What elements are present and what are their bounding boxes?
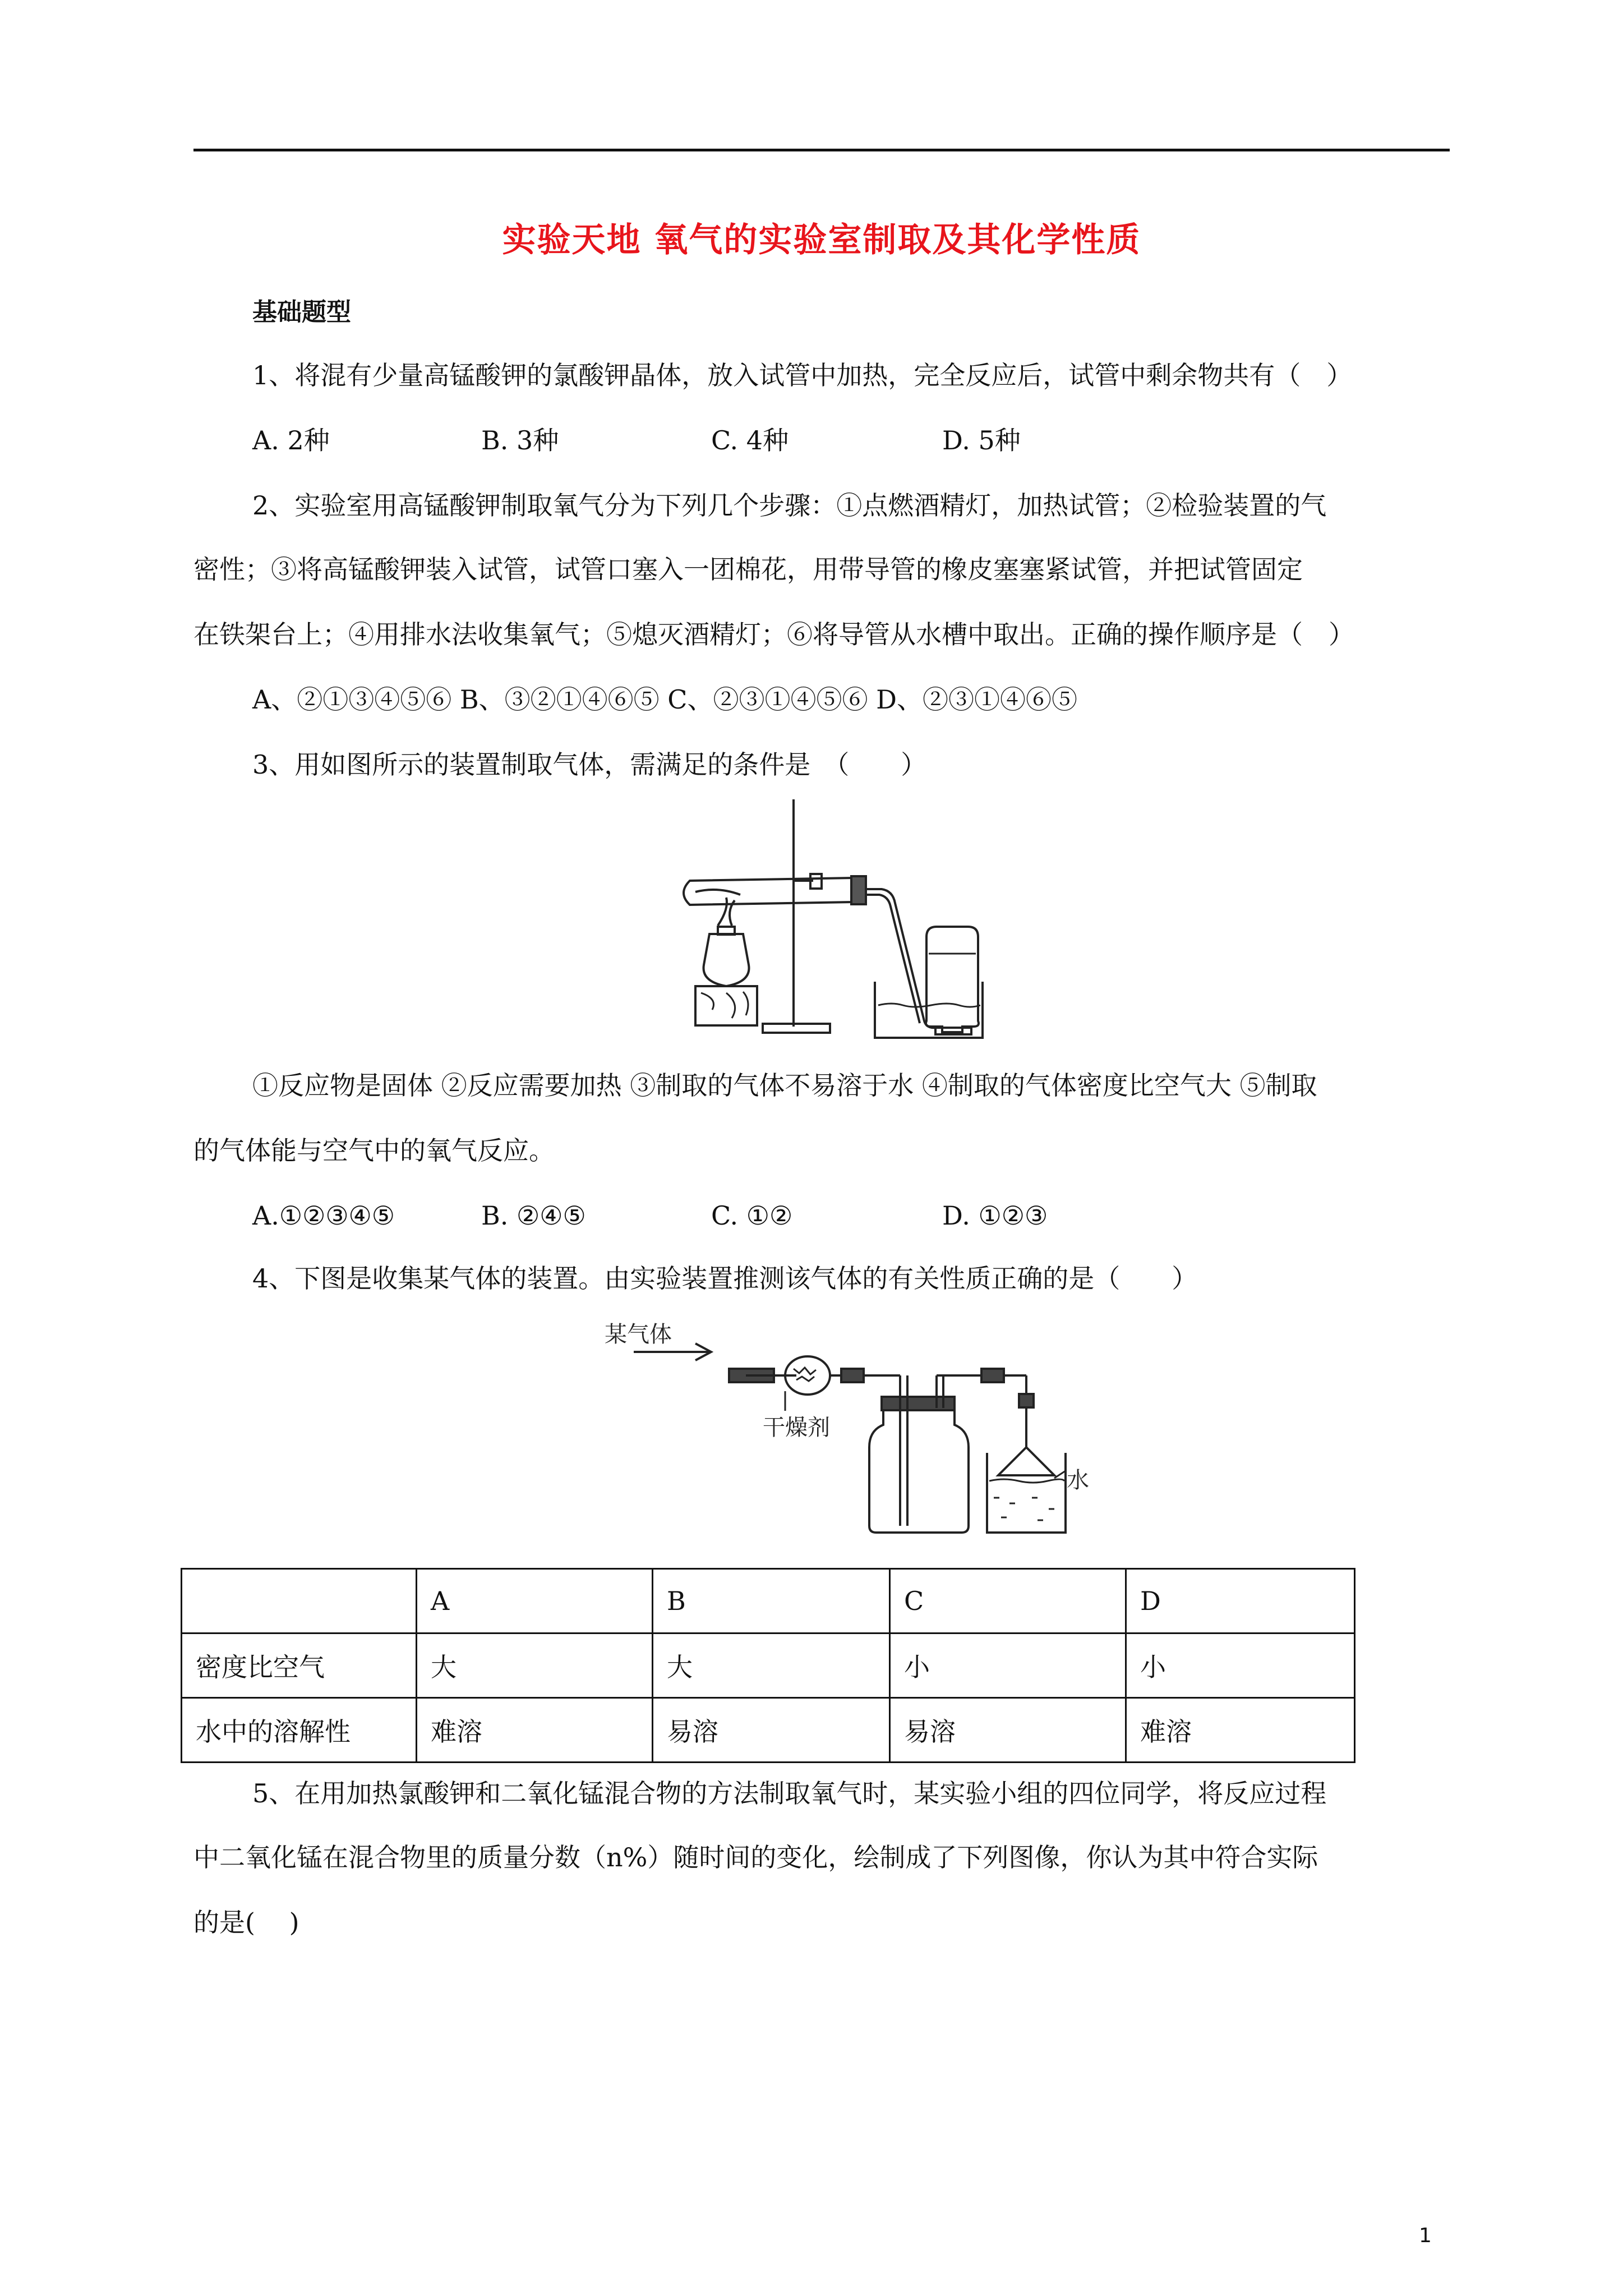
page-title: 实验天地 氧气的实验室制取及其化学性质 [502, 220, 1141, 260]
section-heading: 基础题型 [252, 298, 351, 326]
table-cell: 易溶 [653, 1698, 890, 1763]
table-cell: A [417, 1569, 653, 1634]
table-cell: 大 [653, 1634, 890, 1698]
table-cell: 小 [1126, 1634, 1355, 1698]
table-cell [182, 1569, 417, 1634]
header-rule [193, 149, 1450, 151]
option-a: A. 2种 [252, 425, 330, 455]
table-cell: C [890, 1569, 1126, 1634]
question-3-conditions-line-1: ①反应物是固体 ②反应需要加热 ③制取的气体不易溶于水 ④制取的气体密度比空气大 ⑤制取 [252, 1070, 1317, 1101]
question-3-conditions-line-2: 的气体能与空气中的氧气反应。 [193, 1135, 555, 1166]
answer-table [181, 1568, 1355, 1763]
question-2-options: A、②①③④⑤⑥ B、③②①④⑥⑤ C、②③①④⑤⑥ D、②③①④⑥⑤ [252, 684, 1077, 715]
option-a: A.①②③④⑤ [252, 1200, 395, 1231]
question-2-line-1: 2、实验室用高锰酸钾制取氧气分为下列几个步骤：①点燃酒精灯，加热试管；②检验装置的气 [252, 490, 1327, 521]
question-4-stem: 4、下图是收集某气体的装置。由实验装置推测该气体的有关性质正确的是（ ） [252, 1263, 1198, 1294]
option-c: C. ①② [711, 1200, 793, 1231]
table-cell: D [1126, 1569, 1355, 1634]
question-1-stem: 1、将混有少量高锰酸钾的氯酸钾晶体，放入试管中加热，完全反应后，试管中剩余物共有（ ） [252, 360, 1353, 390]
table-row [182, 1698, 1355, 1763]
question-2-line-2: 密性；③将高锰酸钾装入试管，试管口塞入一团棉花，用带导管的橡皮塞塞紧试管，并把试管固定 [193, 554, 1303, 585]
table-cell: 大 [417, 1634, 653, 1698]
oxygen-apparatus-figure [673, 797, 987, 1043]
table-header-row [182, 1569, 1355, 1634]
option-c: C. 4种 [711, 425, 789, 455]
table-cell: 易溶 [890, 1698, 1126, 1763]
question-5-line-3: 的是( ) [193, 1907, 299, 1938]
question-2-line-3: 在铁架台上；④用排水法收集氧气；⑤熄灭酒精灯；⑥将导管从水槽中取出。正确的操作顺序是（ ） [193, 619, 1354, 650]
page-number: 1 [1419, 2224, 1432, 2247]
table-cell: 水中的溶解性 [182, 1698, 417, 1763]
option-d: D. ①②③ [942, 1200, 1048, 1231]
table-cell: 密度比空气 [182, 1634, 417, 1698]
table-cell: 小 [890, 1634, 1126, 1698]
gas-label: 某气体 [605, 1322, 672, 1347]
option-d: D. 5种 [942, 425, 1021, 455]
table-cell: B [653, 1569, 890, 1634]
table-row [182, 1634, 1355, 1698]
water-label: 水 [1067, 1467, 1089, 1493]
table-cell: 难溶 [417, 1698, 653, 1763]
gas-collection-figure [594, 1313, 1110, 1537]
question-5-line-1: 5、在用加热氯酸钾和二氧化锰混合物的方法制取氧气时，某实验小组的四位同学，将反应过程 [252, 1778, 1327, 1809]
question-5-line-2: 中二氧化锰在混合物里的质量分数（n%）随时间的变化，绘制成了下列图像，你认为其中符合实际 [193, 1842, 1318, 1872]
option-b: B. 3种 [481, 425, 559, 455]
option-b: B. ②④⑤ [481, 1200, 586, 1231]
desiccant-label: 干燥剂 [763, 1415, 830, 1441]
table-cell: 难溶 [1126, 1698, 1355, 1763]
question-3-stem: 3、用如图所示的装置制取气体，需满足的条件是 （ ） [252, 749, 927, 780]
